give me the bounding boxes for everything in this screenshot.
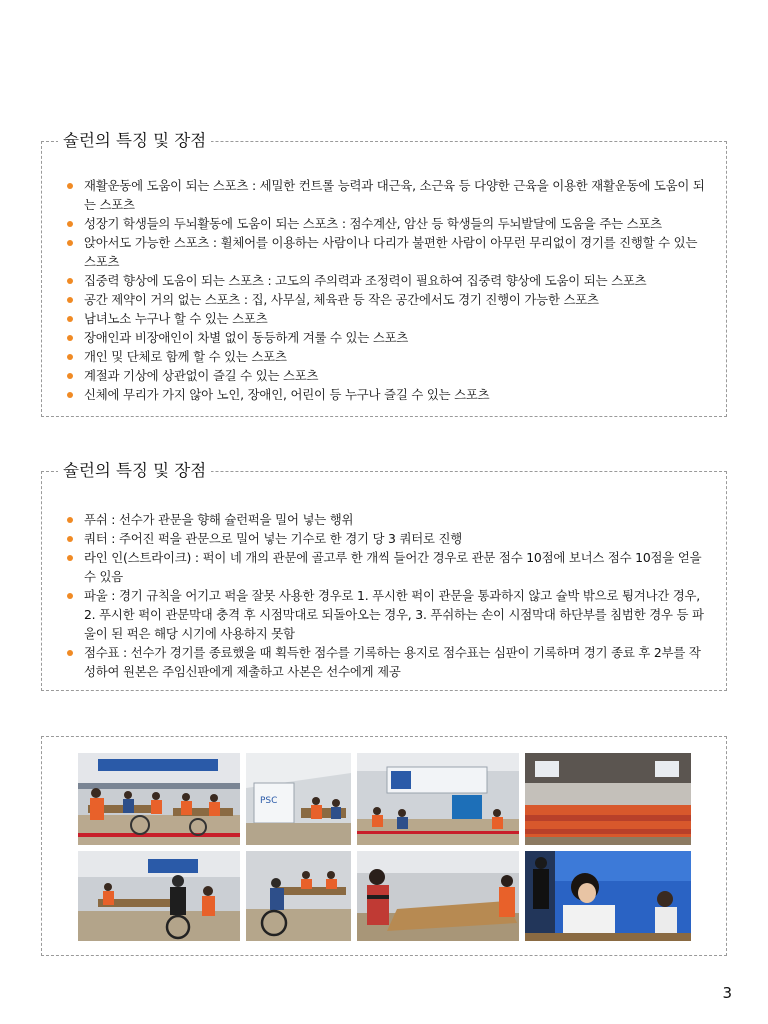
photo-banner-text: PSC: [260, 796, 278, 806]
photo-hall-screen: [357, 753, 519, 845]
list-item: 신체에 무리가 가지 않아 노인, 장애인, 어린이 등 누구나 즐길 수 있는 스포츠: [64, 385, 708, 404]
rules-section: [41, 461, 727, 691]
list-item: 푸쉬 : 선수가 관문을 향해 슐런퍽을 밀어 넣는 행위: [64, 510, 708, 529]
rules-list: [64, 510, 708, 681]
list-item: 집중력 향상에 도움이 되는 스포츠 : 고도의 주의력과 조정력이 필요하여 집중력 향상에 도움이 되는 스포츠: [64, 271, 708, 290]
page-number: 3: [722, 984, 732, 1002]
list-item: 계절과 기상에 상관없이 즐길 수 있는 스포츠: [64, 366, 708, 385]
features-list: [64, 176, 708, 404]
photo-gym-banner: [246, 753, 351, 845]
list-item: 파울 : 경기 규칙을 어기고 퍽을 잘못 사용한 경우로 1. 푸시한 퍽이 관문을 통과하지 않고 슐박 밖으로 튕겨나간 경우, 2. 푸시한 퍽이 관문막대 충격 후 시점막대로 되돌아오는 경우, 3. 푸쉬하는 손이 시점막대 하단부를 침범한 경우 등 파울이 된 퍽은 해당 시기에 사용하지 못함: [64, 586, 708, 643]
photo-wheelchair-table: [246, 851, 351, 941]
list-item: 재활운동에 도움이 되는 스포츠 : 세밀한 컨트롤 능력과 대근육, 소근육 등 다양한 근육을 이용한 재활운동에 도움이 되는 스포츠: [64, 176, 708, 214]
rules-section-title: 슐런의 특징 및 장점: [58, 460, 211, 482]
photo-wheelchair-players: [78, 851, 240, 941]
list-item: 남녀노소 누구나 할 수 있는 스포츠: [64, 309, 708, 328]
list-item: 장애인과 비장애인이 차별 없이 동등하게 겨룰 수 있는 스포츠: [64, 328, 708, 347]
list-item: 성장기 학생들의 두뇌활동에 도움이 되는 스포츠 : 점수계산, 암산 등 학생들의 두뇌발달에 도움을 주는 스포츠: [64, 214, 708, 233]
features-section-title: 슐런의 특징 및 장점: [58, 130, 211, 152]
features-section: [41, 131, 727, 417]
photo-gallery: [41, 736, 727, 956]
list-item: 개인 및 단체로 함께 할 수 있는 스포츠: [64, 347, 708, 366]
list-item: 점수표 : 선수가 경기를 종료했을 때 획득한 점수를 기록하는 용지로 점수표는 심판이 기록하며 경기 종료 후 2부를 작성하여 원본은 주임신판에게 제출하고 사본은 선수에게 제공: [64, 643, 708, 681]
photo-gym-players: [78, 753, 240, 845]
list-item: 공간 제약이 거의 없는 스포츠 : 집, 사무실, 체육관 등 작은 공간에서도 경기 진행이 가능한 스포츠: [64, 290, 708, 309]
photo-crowd: [525, 753, 691, 845]
list-item: 쿼터 : 주어진 퍽을 관문으로 밀어 넣는 기수로 한 경기 당 3 쿼터로 진행: [64, 529, 708, 548]
photo-girl-playing: [525, 851, 691, 941]
list-item: 라인 인(스트라이크) : 퍽이 네 개의 관문에 골고루 한 개씩 들어간 경우로 관문 점수 10점에 보너스 점수 10점을 얻을 수 있음: [64, 548, 708, 586]
list-item: 앉아서도 가능한 스포츠 : 휠체어를 이용하는 사람이나 다리가 불편한 사람이 아무런 무리없이 경기를 진행할 수 있는 스포츠: [64, 233, 708, 271]
photo-player-pushing: [357, 851, 519, 941]
